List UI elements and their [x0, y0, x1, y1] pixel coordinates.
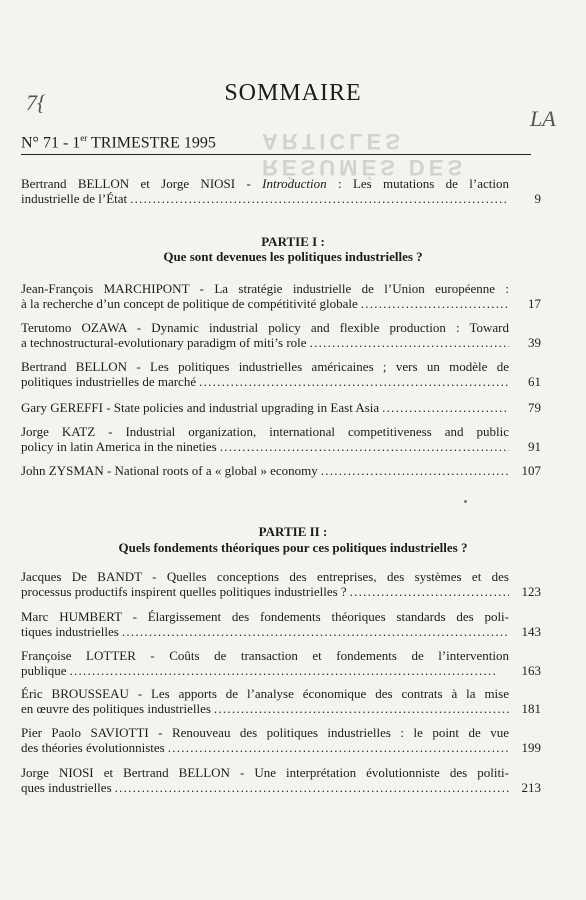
- issue-term: TRIMESTRE 1995: [87, 134, 216, 152]
- entry-line2: [21, 463, 541, 478]
- entry-line1: Jorge NIOSI et Bertrand BELLON - Une interprétation évolutionniste des politi-: [21, 765, 509, 780]
- entry-title-end: a technostructural-evolutionary paradigm of miti’s role: [21, 335, 307, 350]
- entry-line2: [21, 400, 541, 415]
- toc-entry: [21, 725, 541, 755]
- toc-entry: [21, 320, 541, 350]
- entry-line1: Jean-François MARCHIPONT - La stratégie industrielle de l’Union européenne :: [21, 281, 509, 296]
- entry-line2: [21, 740, 541, 755]
- header-rule: [21, 154, 531, 155]
- leader-dots: [318, 463, 509, 478]
- toc-entry: [21, 569, 541, 599]
- page-number: 17: [528, 296, 541, 311]
- toc-entry: [21, 400, 541, 415]
- entry-title-end: Gary GEREFFI - State policies and industrial upgrading in East Asia: [21, 400, 380, 415]
- toc-entry: [21, 609, 541, 639]
- page-number: 9: [534, 191, 541, 206]
- part-subtitle: Que sont devenues les politiques industrielles ?: [163, 249, 423, 264]
- page-number: 61: [528, 374, 541, 389]
- entry-line2: [21, 663, 541, 678]
- entry-title-end: industrielle de l’État: [21, 191, 128, 206]
- page-number: 39: [528, 335, 541, 350]
- entry-title-end: processus productifs inspirent quelles politiques industrielles ?: [21, 584, 347, 599]
- page-number: 163: [521, 663, 541, 678]
- entry-title-end: politiques industrielles de marché: [21, 374, 197, 389]
- leader-dots: [347, 584, 509, 599]
- entry-title-end: publique: [21, 663, 67, 678]
- page-number: 107: [521, 463, 541, 478]
- entry-line1: Françoise LOTTER - Coûts de transaction et fondements de l’intervention: [21, 648, 509, 663]
- part-heading: PARTIE II :: [258, 524, 328, 539]
- handwritten-note-left: 7{: [26, 90, 46, 115]
- entry-line1: Bertrand BELLON - Les politiques industrielles américaines ; vers un modèle de: [21, 359, 509, 374]
- entry-title-end: tiques industrielles: [21, 624, 119, 639]
- entry-label: Introduction: [262, 176, 327, 191]
- entry-authors: Bertrand BELLON et Jorge NIOSI -: [21, 176, 263, 191]
- page-title: SOMMAIRE: [224, 80, 362, 106]
- entry-title-part: : Les mutations de l’action: [326, 176, 509, 191]
- leader-dots: [196, 374, 509, 389]
- handwritten-note-right: LA: [530, 106, 556, 131]
- toc-entry: [21, 424, 541, 454]
- entry-line2: [21, 296, 541, 311]
- leader-dots: [165, 740, 509, 755]
- page-number: 199: [521, 740, 541, 755]
- page-number: 181: [521, 701, 541, 716]
- toc-entry: [21, 648, 541, 678]
- entry-line2: [21, 624, 541, 639]
- page-number: 143: [521, 624, 541, 639]
- page-number: 213: [521, 780, 541, 795]
- page-number: 79: [528, 400, 541, 415]
- leader-dots: [307, 335, 509, 350]
- entry-line2: [21, 780, 541, 795]
- toc-entry: [21, 765, 541, 795]
- entry-line1: Marc HUMBERT - Élargissement des fondements théoriques standards des poli-: [21, 609, 509, 624]
- entry-title-end: ques industrielles: [21, 780, 112, 795]
- issue-number: N° 71 - 1: [21, 134, 81, 152]
- page-number: 123: [521, 584, 541, 599]
- entry-line2: [21, 191, 541, 206]
- toc-entry: [21, 463, 541, 478]
- page-number: 91: [528, 439, 541, 454]
- entry-line1: Jacques De BANDT - Quelles conceptions des entreprises, des systèmes et des: [21, 569, 509, 584]
- entry-line1: Jorge KATZ - Industrial organization, international competitiveness and public: [21, 424, 509, 439]
- leader-dots: [358, 296, 509, 311]
- toc-entry: [21, 686, 541, 716]
- entry-line1: Éric BROUSSEAU - Les apports de l’analyse économique des contrats à la mise: [21, 686, 509, 701]
- entry-line2: [21, 439, 541, 454]
- leader-dots: [67, 663, 510, 678]
- leader-dots: [112, 780, 509, 795]
- entry-line2: [21, 374, 541, 389]
- ink-speck: [464, 500, 467, 503]
- entry-title-end: des théories évolutionnistes: [21, 740, 165, 755]
- entry-line2: [21, 335, 541, 350]
- issue-line: [21, 133, 216, 152]
- entry-title-end: John ZYSMAN - National roots of a « global » economy: [21, 463, 318, 478]
- entry-line2: [21, 701, 541, 716]
- issue-superscript: er: [80, 133, 88, 143]
- entry-line1: Terutomo OZAWA - Dynamic industrial policy and flexible production : Toward: [21, 320, 509, 335]
- entry-line1: Pier Paolo SAVIOTTI - Renouveau des politiques industrielles : le point de vue: [21, 725, 509, 740]
- entry-line1: [21, 176, 509, 191]
- leader-dots: [379, 400, 509, 415]
- toc-entry: [21, 359, 541, 389]
- bleed-through-text: RÉSUMÉS DES ARTICLES: [262, 129, 467, 180]
- leader-dots: [119, 624, 509, 639]
- entry-title-end: policy in latin America in the nineties: [21, 439, 217, 454]
- part-subtitle: Quels fondements théoriques pour ces politiques industrielles ?: [118, 540, 468, 555]
- part-heading: PARTIE I :: [261, 234, 325, 249]
- leader-dots: [217, 439, 509, 454]
- leader-dots: [211, 701, 509, 716]
- entry-title-end: en œuvre des politiques industrielles: [21, 701, 211, 716]
- toc-entry-intro: [21, 176, 541, 206]
- entry-title-end: à la recherche d’un concept de politique de compétitivité globale: [21, 296, 358, 311]
- leader-dots: [127, 191, 509, 206]
- toc-entry: [21, 281, 541, 311]
- entry-line2: [21, 584, 541, 599]
